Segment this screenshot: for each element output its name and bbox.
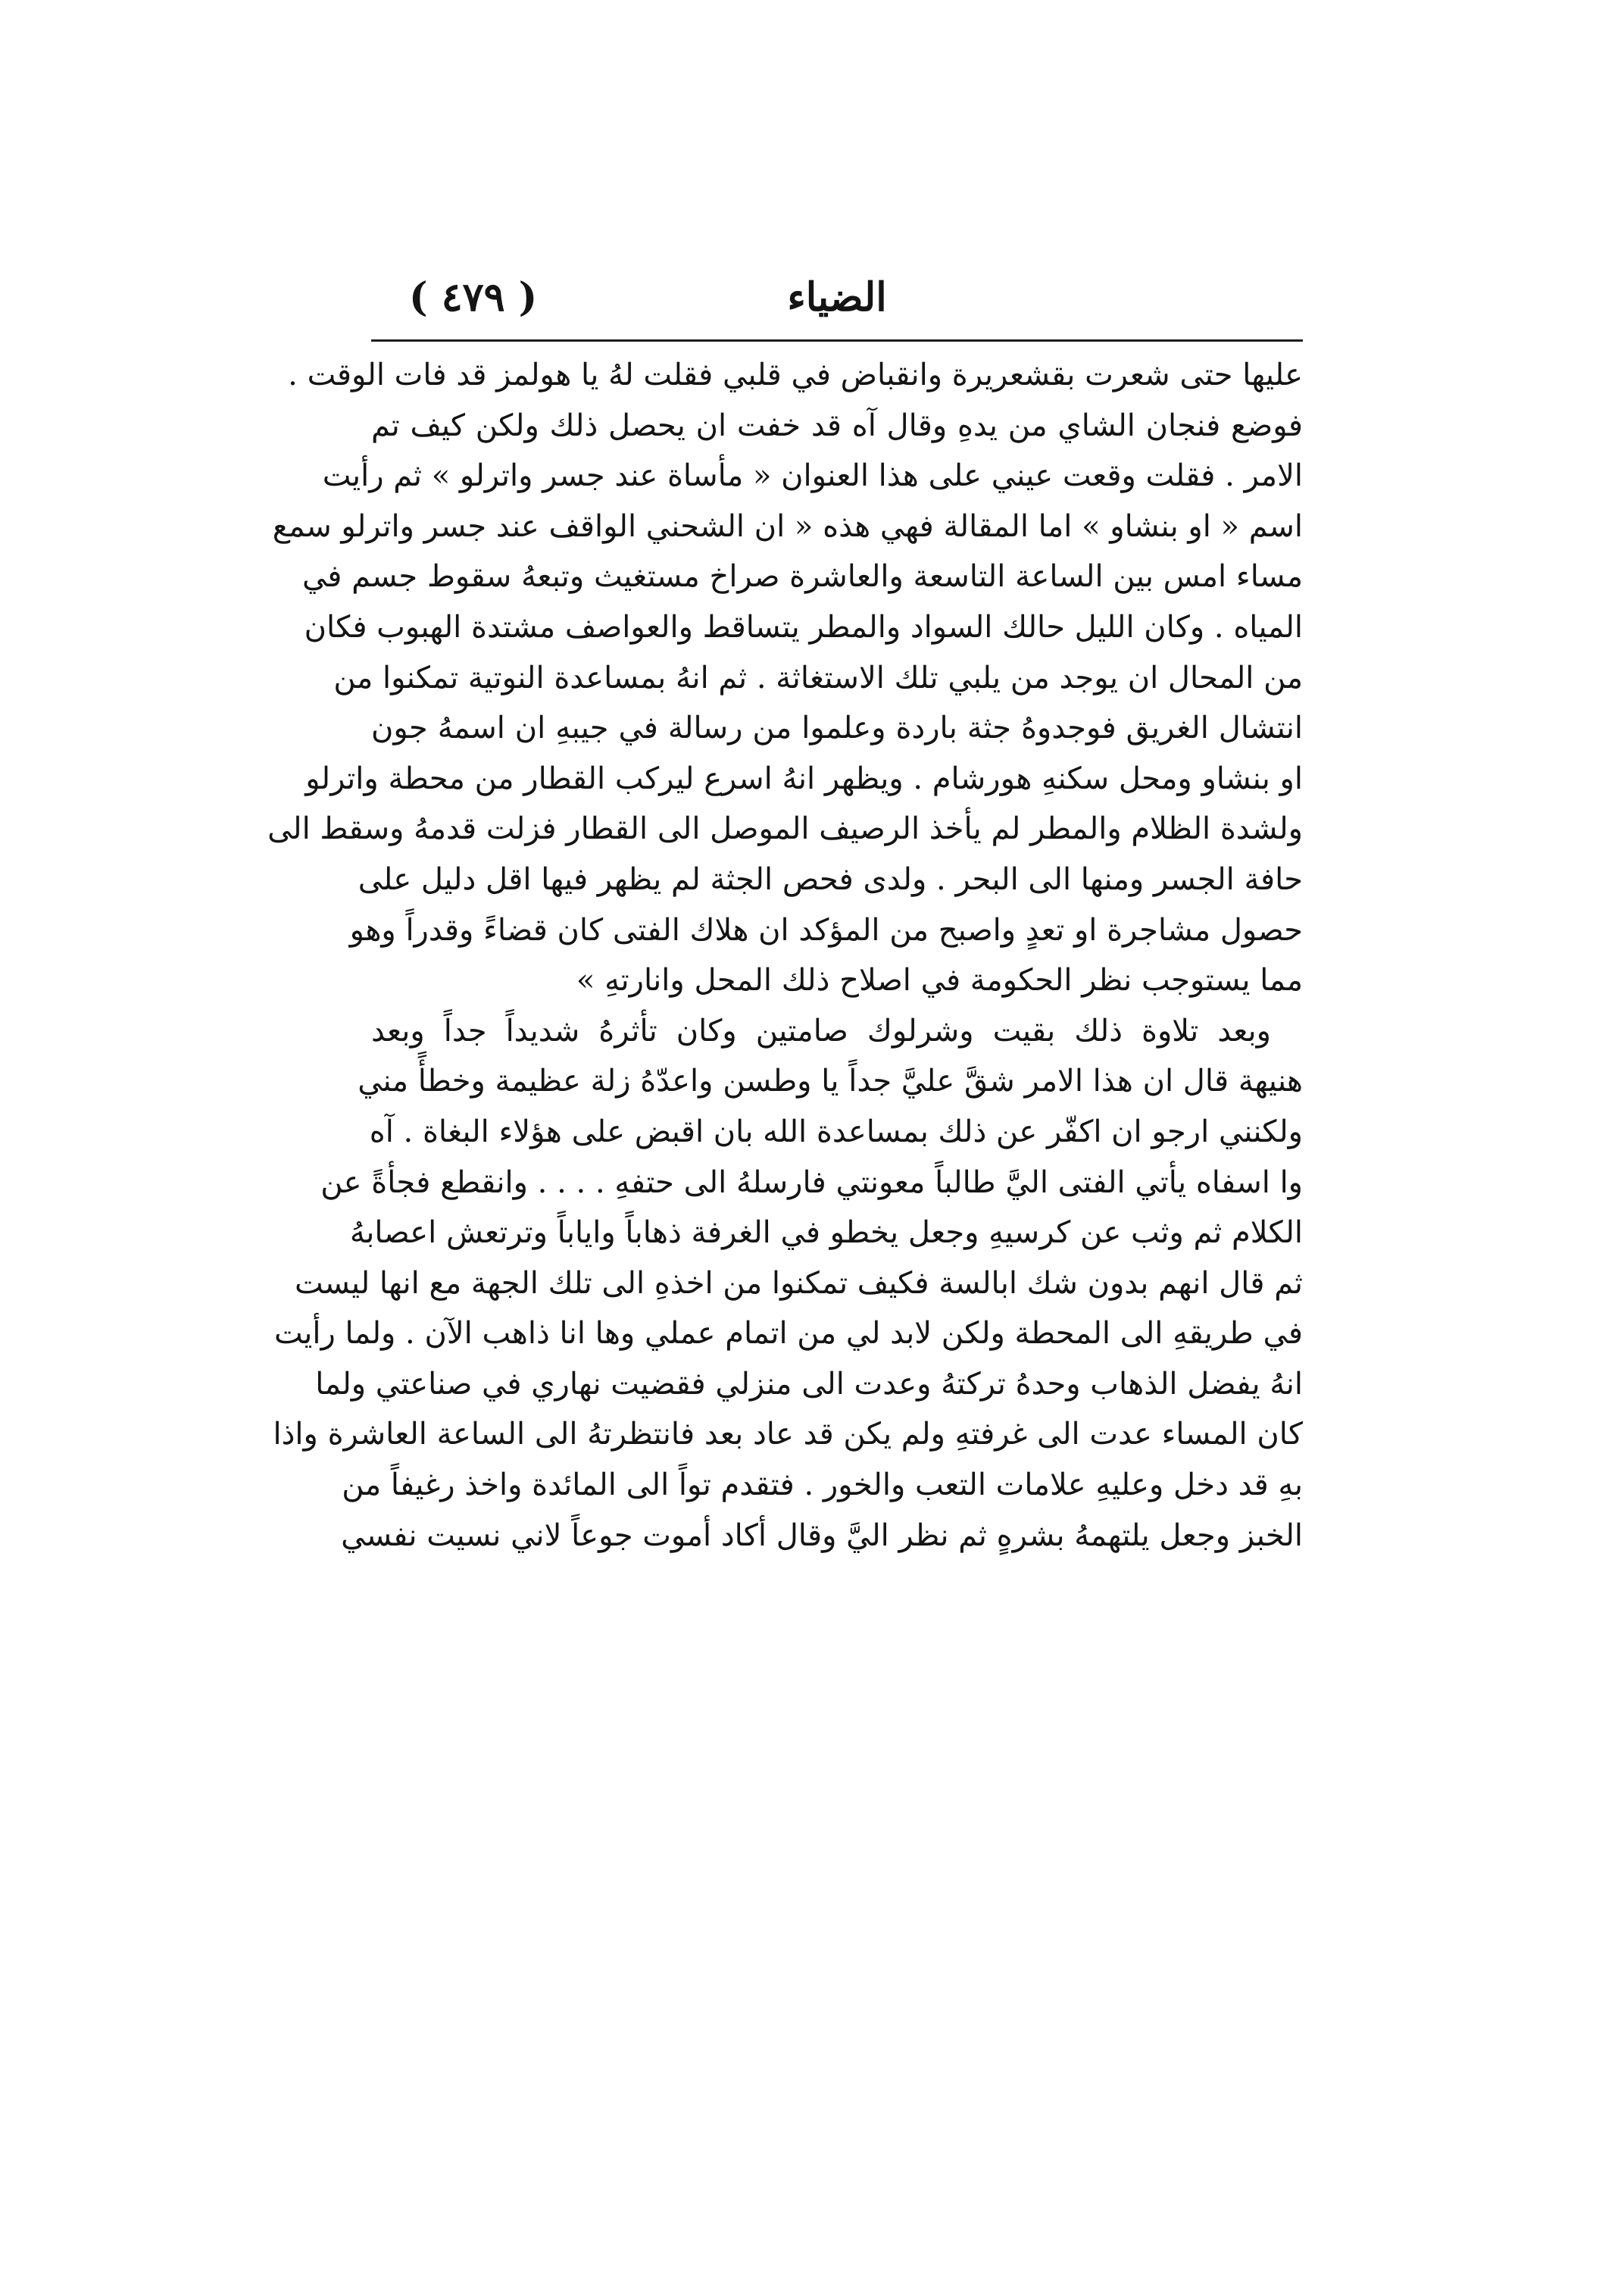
text-line: في طريقهِ الى المحطة ولكن لابد لي من اتمام عملي وها انا ذاهب الآن . ولما رأيت — [273, 1316, 1303, 1352]
text-line: حصول مشاجرة او تعدٍ واصبح من المؤكد ان هلاك الفتى كان قضاءً وقدراً وهو — [349, 912, 1303, 948]
text-line: ولكنني ارجو ان اكفّر عن ذلك بمساعدة الله بان اقبض على هؤلاء البغاة . آه — [369, 1114, 1303, 1149]
text-line: وا اسفاه يأتي الفتى اليَّ طالباً معونتي فارسلهُ الى حتفهِ . . . . وانقطع فجأةً عن — [320, 1164, 1303, 1200]
text-line: ثم قال انهم بدون شك ابالسة فكيف تمكنوا من اخذهِ الى تلك الجهة مع انها ليست — [294, 1265, 1303, 1301]
text-line: وبعد تلاوة ذلك بقيت وشرلوك صامتين وكان تأثرهُ شديداً جداً وبعد — [371, 1013, 1271, 1049]
body-text — [267, 350, 1304, 1561]
text-line: الامر . فقلت وقعت عيني على هذا العنوان « مأساة عند جسر واترلو » ثم رأيت — [322, 458, 1303, 494]
text-line: بهِ قد دخل وعليهِ علامات التعب والخور . فتقدم تواً الى المائدة واخذ رغيفاً من — [342, 1467, 1303, 1503]
text-line: حافة الجسر ومنها الى البحر . ولدى فحص الجثة لم يظهر فيها اقل دليل على — [358, 861, 1303, 897]
text-line: هنيهة قال ان هذا الامر شقَّ عليَّ جداً يا وطسن واعدّهُ زلة عظيمة وخطأً مني — [358, 1064, 1303, 1099]
page-title: الضياء — [787, 274, 887, 320]
text-line: فوضع فنجان الشاي من يدهِ وقال آه قد خفت ان يحصل ذلك ولكن كيف تم — [371, 408, 1304, 443]
text-line: الخبز وجعل يلتهمهُ بشرهٍ ثم نظر اليَّ وقال أكاد أموت جوعاً لاني نسيت نفسي — [341, 1517, 1303, 1553]
header-rule — [371, 339, 1303, 342]
text-line: عليها حتى شعرت بقشعريرة وانقباض في قلبي فقلت لهُ يا هولمز قد فات الوقت . — [288, 358, 1303, 392]
text-line: انهُ يفضل الذهاب وحدهُ تركتهُ وعدت الى منزلي فقضيت نهاري في صناعتي ولما — [315, 1366, 1303, 1402]
text-line: المياه . وكان الليل حالك السواد والمطر يتساقط والعواصف مشتدة الهبوب فكان — [304, 609, 1303, 645]
text-line: كان المساء عدت الى غرفتهِ ولم يكن قد عاد بعد فانتظرتهُ الى الساعة العاشرة واذا — [273, 1417, 1303, 1452]
text-line: انتشال الغريق فوجدوهُ جثة باردة وعلموا من رسالة في جيبهِ ان اسمهُ جون — [371, 711, 1303, 746]
text-line: اسم « او بنشاو » اما المقالة فهي هذه « ان الشحني الواقف عند جسر واترلو سمع — [272, 508, 1303, 544]
text-line: مما يستوجب نظر الحكومة في اصلاح ذلك المحل وانارتهِ » — [576, 963, 1303, 999]
text-line: من المحال ان يوجد من يلبي تلك الاستغاثة . ثم انهُ بمساعدة النوتية تمكنوا من — [333, 660, 1303, 695]
page-number: ( ٤٧٩ ) — [409, 274, 538, 320]
text-line: ولشدة الظلام والمطر لم يأخذ الرصيف الموصل الى القطار فزلت قدمهُ وسقط الى — [267, 811, 1303, 847]
page-header — [371, 267, 1303, 329]
text-line: مساء امس بين الساعة التاسعة والعاشرة صراخ مستغيث وتبعهُ سقوط جسم في — [301, 559, 1303, 595]
text-line: الكلام ثم وثب عن كرسيهِ وجعل يخطو في الغرفة ذهاباً واياباً وترتعش اعصابهُ — [349, 1215, 1303, 1251]
text-line: او بنشاو ومحل سكنهِ هورشام . ويظهر انهُ اسرع ليركب القطار من محطة واترلو — [305, 761, 1303, 796]
